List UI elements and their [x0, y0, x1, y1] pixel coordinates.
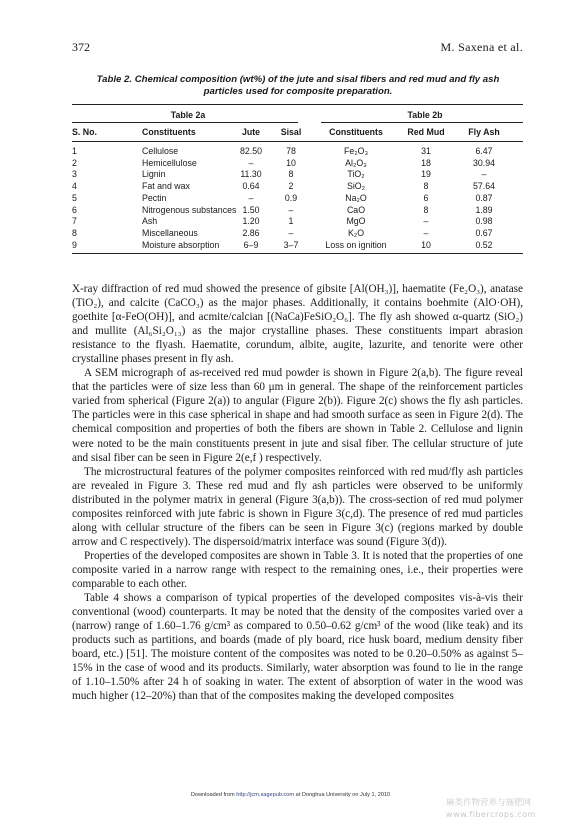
- table-header-rule: [72, 141, 523, 142]
- table-cell-r-const: Na₂O: [345, 192, 367, 203]
- table-cell-no: 3: [72, 169, 77, 180]
- table-cell-jute: 1.50: [242, 204, 260, 215]
- table-cell-r-const: K₂O: [347, 227, 365, 238]
- table-cell-jute: 82.50: [239, 146, 263, 156]
- table-cell-no: 7: [72, 216, 77, 227]
- table-cell-fly-ash: 1.89: [475, 204, 493, 215]
- body-text: [72, 282, 523, 703]
- header-sisal: Sisal: [280, 127, 302, 137]
- table-cell-r-const: SiO₂: [346, 181, 366, 192]
- footer-link[interactable]: http://jcm.sagepub.com: [236, 792, 295, 798]
- table-cell-sisal: 1: [288, 216, 294, 227]
- table-cell-sisal: 3–7: [283, 239, 299, 250]
- footer-suffix: at Donghua University on July 1, 2010: [294, 792, 391, 798]
- table-cell-sisal: –: [288, 227, 294, 238]
- watermark-line1: 麻类作物营养与施肥网: [446, 798, 532, 808]
- header-sno: S. No.: [72, 127, 97, 137]
- table-cell-jute: 2.86: [242, 227, 260, 238]
- header-red-mud: Red Mud: [407, 127, 445, 137]
- table-cell-jute: 1.20: [242, 216, 260, 227]
- table-cell-no: 6: [72, 204, 77, 215]
- table-cell-sisal: 10: [286, 157, 296, 168]
- table-cell-fly-ash: 0.67: [475, 227, 493, 238]
- table-cell-jute: –: [248, 192, 254, 203]
- table-cell-fly-ash: 57.64: [472, 181, 496, 192]
- table-cell-r-const: CaO: [346, 204, 366, 215]
- table-cell-jute: 0.64: [242, 181, 260, 192]
- table-cell-fly-ash: 30.94: [472, 157, 496, 168]
- table-cell-fly-ash: 6.47: [475, 146, 493, 156]
- table-cell-no: 8: [72, 227, 77, 238]
- watermark: [446, 798, 536, 820]
- table-cell-constituent: Cellulose: [142, 146, 179, 156]
- running-authors: M. Saxena et al.: [440, 40, 523, 54]
- header-fly-ash: Fly Ash: [468, 127, 500, 137]
- table-cell-constituent: Miscellaneous: [142, 227, 198, 238]
- table-cell-constituent: Nitrogenous substances: [142, 204, 237, 215]
- table-cell-red-mud: 8: [423, 181, 429, 192]
- watermark-line2: www.fibercrops.com: [446, 810, 536, 819]
- table-cell-fly-ash: 0.52: [475, 239, 493, 250]
- table-2a-title: Table 2a: [170, 110, 206, 120]
- table-cell-sisal: 0.9: [284, 192, 298, 203]
- table-cell-constituent: Fat and wax: [142, 181, 190, 192]
- table-top-rule: [72, 104, 523, 105]
- table-cell-no: 4: [72, 181, 77, 192]
- table-cell-red-mud: 10: [421, 239, 431, 250]
- table-bottom-rule: [72, 253, 523, 254]
- table-cell-constituent: Lignin: [142, 169, 166, 180]
- table-2a-rule: [72, 122, 298, 123]
- table-cell-no: 5: [72, 192, 77, 203]
- table-2b-rule: [321, 122, 523, 123]
- table-cell-jute: –: [248, 157, 254, 168]
- table-cell-fly-ash: 0.87: [475, 192, 493, 203]
- header-oxide-constituents: Constituents: [329, 127, 383, 137]
- table-cell-r-const: MgO: [346, 216, 366, 227]
- table-caption: Table 2. Chemical composition (wt%) of the jute and sisal fibers and red mud and fly ash particles used for composite preparation.: [96, 74, 500, 97]
- table-cell-sisal: 78: [286, 146, 296, 156]
- table-cell-red-mud: –: [423, 216, 429, 227]
- table-cell-sisal: 8: [288, 169, 294, 180]
- table-cell-no: 9: [72, 239, 77, 250]
- paragraph: Table 4 shows a comparison of typical properties of the developed composites vis-à-vis their conventional (wood) counterparts. It may be noted that the density of the composites varied over a (narrow) range of 1.60–1.76 g/cm³ as compared to 0.50–0.62 g/cm³ of the wood (like teak) and its products such as partitions, and boards (made of ply board, rice husk board, medium density fiber board, etc.) [51]. The moisture content of the composites was noted to be 0.20–0.50% as against 5–15% in the case of wood and its products. Similarly, water absorption was found to lie in the range of 1.10–1.50% after 24 h of soaking in water. The extent of absorption of water in the wood was much higher (12–20%) than that of the composites making the developed composites: [72, 592, 523, 703]
- table-cell-sisal: 2: [288, 181, 294, 192]
- table-cell-r-const: TiO₂: [347, 169, 365, 180]
- table-cell-constituent: Ash: [142, 216, 158, 227]
- table-cell-sisal: –: [288, 204, 294, 215]
- paragraph: The microstructural features of the polymer composites reinforced with red mud/fly ash particles are revealed in Figure 3. These red mud and fly ash particles were observed to be uniformly distributed in the polymer matrix in general (Figure 3(a,b)). The cross-section of red mud polymer composites reinforced with jute fabric is shown in Figure 3(c,d). The presence of red mud particles along with cellular structure of the fibers can be seen in Figure 3(c) (regions marked by double arrow and C respectively). The dispersoid/matrix interface was sound (Figure 3(d)).: [72, 465, 523, 548]
- table-cell-red-mud: 8: [423, 204, 429, 215]
- table-cell-r-const: Al₂O₃: [345, 157, 367, 168]
- table-cell-no: 1: [72, 146, 77, 156]
- table-cell-no: 2: [72, 157, 77, 168]
- paragraph: A SEM micrograph of as-received red mud powder is shown in Figure 2(a,b). The figure reveal that the particles were of size less than 60 μm in general. The shape of the reinforcement particles varied from spherical (Figure 2(a)) to angular (Figure 2(b)). Figure 2(c) shows the fly ash particles. The particles were in this case spherical in shape and had smooth surface as seen in Figure 2(d). The chemical composition and properties of both the fibers are shown in Table 2. Cellulose and lignin were noted to be the main constituents present in jute and sisal fiber. The cellular structure of jute and sisal fiber can be seen in Figure 2(e,f ) respectively.: [72, 367, 523, 464]
- table-cell-red-mud: 6: [423, 192, 429, 203]
- table-cell-jute: 11.30: [240, 169, 262, 180]
- table-cell-fly-ash: –: [481, 169, 487, 180]
- header-jute: Jute: [241, 127, 261, 137]
- table-cell-fly-ash: 0.98: [475, 216, 493, 227]
- table-cell-constituent: Hemicellulose: [142, 157, 197, 168]
- table-cell-constituent: Pectin: [142, 192, 167, 203]
- table-cell-red-mud: 31: [421, 146, 431, 156]
- table-cell-red-mud: 19: [421, 169, 431, 180]
- page-number: 372: [72, 40, 90, 54]
- table-cell-r-const: Loss on ignition: [325, 239, 387, 250]
- table-cell-jute: 6–9: [243, 239, 259, 250]
- table-2b-title: Table 2b: [407, 110, 443, 120]
- table-cell-r-const: Fe₂O₃: [343, 146, 369, 156]
- footer-prefix: Downloaded from: [190, 792, 237, 798]
- table-cell-red-mud: 18: [421, 157, 431, 168]
- page-header: [72, 40, 523, 56]
- table-cell-red-mud: –: [423, 227, 429, 238]
- paragraph: Properties of the developed composites are shown in Table 3. It is noted that the properties of one composite varied in a narrow range with respect to the remaining ones, i.e., their properties were comparable to each other.: [72, 549, 523, 590]
- table-cell-constituent: Moisture absorption: [142, 239, 220, 250]
- header-constituents: Constituents: [142, 127, 196, 137]
- paragraph: X-ray diffraction of red mud showed the presence of gibsite [Al(OH₃)], haematite (Fe₂O₃), anatase (TiO₂), and calcite (CaCO₃) as the major phases. Additionally, it contains boehmite (AlO·OH), goethite [α-FeO(OH)], and acmite/calcian [(NaCa)FeSiO₂O₆]. The fly ash showed α-quartz (SiO₂) and mullite (Al₆Si₂O₁₃) as the major crystalline phases. These constituents impart abrasion resistance to the flyash. Haematite, corundum, albite, augite, lazurite, and tenorite were other crystalline phases present in fly ash.: [72, 283, 523, 366]
